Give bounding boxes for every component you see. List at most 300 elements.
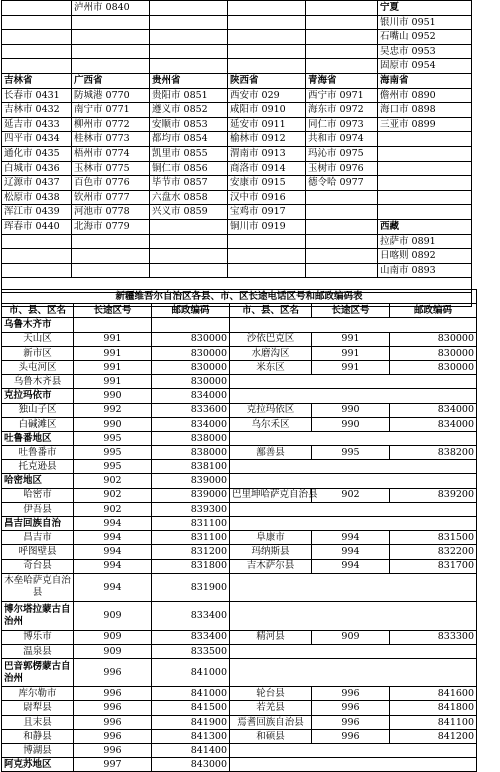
table-cell: [230, 431, 477, 445]
table-cell: [2, 1, 72, 16]
county-name: 尉犁县: [2, 701, 74, 715]
county-name: 巴里坤哈萨克自治县: [230, 488, 312, 502]
county-name: 若羌县: [230, 701, 312, 715]
area-code-entry: 贵阳市 0851: [150, 88, 228, 103]
area-code-entry: 通化市 0435: [2, 146, 72, 161]
postal-code: 831100: [152, 517, 230, 531]
county-name: 鄯善县: [230, 446, 312, 460]
area-code: 902: [74, 474, 152, 488]
table-row: [2, 658, 477, 686]
table-cell: [2, 44, 72, 59]
table-cell: [378, 146, 472, 161]
table-cell: [2, 15, 72, 30]
area-code: 992: [74, 403, 152, 417]
area-code-entry: 咸阳市 0910: [228, 103, 306, 118]
table-row: [2, 403, 477, 417]
table-cell: [378, 205, 472, 220]
area-code: 996: [74, 687, 152, 701]
table-cell: [230, 460, 477, 474]
postal-code: 839000: [152, 488, 230, 502]
region-name: 吐鲁番地区: [2, 431, 74, 445]
postal-code: 841000: [152, 687, 230, 701]
province-header: 宁夏: [378, 1, 472, 16]
area-code: 994: [74, 573, 152, 601]
column-header: 邮政编码: [390, 304, 477, 318]
area-code: 902: [74, 488, 152, 502]
table-row: [2, 687, 477, 701]
table-row: [2, 559, 477, 573]
county-name: 温泉县: [2, 644, 74, 658]
table-cell: [2, 249, 72, 264]
area-code-entry: 宝鸡市 0917: [228, 205, 306, 220]
table-row: [2, 318, 477, 332]
area-code-entry: 铜川市 0919: [228, 219, 306, 234]
area-code-entry: 儋州市 0890: [378, 88, 472, 103]
table-cell: [306, 263, 378, 278]
region-name: 博尔塔拉蒙古自治州: [2, 602, 74, 630]
postal-code: 832200: [390, 545, 477, 559]
postal-code: 838000: [152, 431, 230, 445]
area-code: 991: [74, 360, 152, 374]
table-row: [2, 446, 477, 460]
region-name: 昌吉回族自治: [2, 517, 74, 531]
area-code: 996: [74, 701, 152, 715]
area-code-entry: 遵义市 0852: [150, 103, 228, 118]
postal-code: 830000: [390, 332, 477, 346]
area-code-entry: 山南市 0893: [378, 263, 472, 278]
area-code-entry: 石嘴山 0952: [378, 30, 472, 45]
area-code-entry: 银川市 0951: [378, 15, 472, 30]
table-cell: [230, 502, 477, 516]
table-cell: [306, 59, 378, 74]
postal-code: 833400: [152, 630, 230, 644]
area-code-entry: 梧州市 0774: [72, 146, 150, 161]
area-code: 994: [312, 559, 390, 573]
table-row: [2, 176, 472, 191]
province-header: 贵州省: [150, 73, 228, 88]
area-code: 991: [74, 332, 152, 346]
county-name: 天山区: [2, 332, 74, 346]
table-row: [2, 729, 477, 743]
province-header: 广西省: [72, 73, 150, 88]
postal-code: 841300: [152, 729, 230, 743]
county-name: 乌尔禾区: [230, 417, 312, 431]
table-cell: [230, 658, 477, 686]
title-row: [2, 290, 477, 304]
postal-code: 831700: [390, 559, 477, 573]
table-row: [2, 44, 472, 59]
area-code: 991: [74, 346, 152, 360]
area-code-entry: 长春市 0431: [2, 88, 72, 103]
county-name: 且末县: [2, 715, 74, 729]
table-row: [2, 190, 472, 205]
table-cell: [306, 1, 378, 16]
table-cell: [306, 249, 378, 264]
table-cell: [2, 263, 72, 278]
area-code-entry: 百色市 0776: [72, 176, 150, 191]
table-cell: [378, 190, 472, 205]
table-row: [2, 431, 477, 445]
table-row: [2, 263, 472, 278]
table-cell: [72, 249, 150, 264]
postal-code: 834000: [390, 417, 477, 431]
county-name: 吉木萨尔县: [230, 559, 312, 573]
table-cell: [230, 644, 477, 658]
xinjiang-code-table: [1, 289, 477, 772]
postal-code: 839200: [390, 488, 477, 502]
table-cell: [228, 44, 306, 59]
area-code: 909: [74, 602, 152, 630]
column-header: 长途区号: [312, 304, 390, 318]
area-code: 996: [74, 658, 152, 686]
table-row: [2, 234, 472, 249]
table-cell: [72, 263, 150, 278]
province-header-row: [2, 73, 472, 88]
table-row: [2, 460, 477, 474]
table-row: [2, 417, 477, 431]
table-row: [2, 15, 472, 30]
county-name: 独山子区: [2, 403, 74, 417]
area-code-entry: 松原市 0438: [2, 190, 72, 205]
region-name: 克拉玛依市: [2, 389, 74, 403]
area-code: 996: [312, 701, 390, 715]
postal-code: 834000: [152, 417, 230, 431]
postal-code: 831800: [152, 559, 230, 573]
table-cell: [150, 30, 228, 45]
county-name: 伊吾县: [2, 502, 74, 516]
table-cell: [150, 1, 228, 16]
area-code: 991: [312, 346, 390, 360]
county-name: 库尔勒市: [2, 687, 74, 701]
area-code-entry: 吉林市 0432: [2, 103, 72, 118]
table-row: [2, 249, 472, 264]
area-code-entry: 浑江市 0439: [2, 205, 72, 220]
table-row: [2, 132, 472, 147]
table-cell: [230, 318, 477, 332]
area-code-entry: 钦州市 0777: [72, 190, 150, 205]
table-row: [2, 701, 477, 715]
table-row: [2, 59, 472, 74]
area-code-entry: 防城港 0770: [72, 88, 150, 103]
postal-code: 831200: [152, 545, 230, 559]
table-cell: [230, 758, 477, 772]
area-code: 990: [74, 389, 152, 403]
column-header: 市、县、区名: [230, 304, 312, 318]
area-code-entry: 玉林市 0775: [72, 161, 150, 176]
area-code: 994: [312, 545, 390, 559]
table-cell: [306, 219, 378, 234]
postal-code: 831500: [390, 531, 477, 545]
county-name: 精河县: [230, 630, 312, 644]
postal-code: 841000: [152, 658, 230, 686]
area-code-entry: 桂林市 0773: [72, 132, 150, 147]
area-code: 994: [74, 545, 152, 559]
postal-code: [152, 318, 230, 332]
area-code: 995: [74, 446, 152, 460]
postal-code: 833500: [152, 644, 230, 658]
postal-code: 841400: [152, 744, 230, 758]
area-code: 909: [312, 630, 390, 644]
postal-code: 834000: [152, 389, 230, 403]
area-code-entry: 德令哈 0977: [306, 176, 378, 191]
area-code-entry: 海口市 0898: [378, 103, 472, 118]
table-cell: [228, 249, 306, 264]
table-cell: [2, 234, 72, 249]
table-cell: [72, 15, 150, 30]
table-cell: [2, 30, 72, 45]
table-row: [2, 573, 477, 601]
table-row: [2, 88, 472, 103]
table-row: [2, 146, 472, 161]
county-name: 轮台县: [230, 687, 312, 701]
county-name: 奇台县: [2, 559, 74, 573]
area-code-entry: 毕节市 0857: [150, 176, 228, 191]
county-name: 托克逊县: [2, 460, 74, 474]
table-row: [2, 219, 472, 234]
table-row: [2, 360, 477, 374]
area-code-entry: 拉萨市 0891: [378, 234, 472, 249]
area-code-entry: 西安市 029: [228, 88, 306, 103]
table-row: [2, 531, 477, 545]
table-row: [2, 502, 477, 516]
table-row: [2, 545, 477, 559]
area-code-entry: 河池市 0778: [72, 205, 150, 220]
table-row: [2, 161, 472, 176]
county-name: 乌鲁木齐县: [2, 375, 74, 389]
area-code: 990: [74, 417, 152, 431]
postal-code: 841500: [152, 701, 230, 715]
postal-code: 830000: [152, 375, 230, 389]
table-cell: [150, 219, 228, 234]
area-code: 994: [74, 531, 152, 545]
area-code: 991: [312, 360, 390, 374]
table-cell: [230, 744, 477, 758]
area-code-entry: 辽源市 0437: [2, 176, 72, 191]
county-name: 木垒哈萨克自治县: [2, 573, 74, 601]
table-row: [2, 602, 477, 630]
province-area-code-table: [1, 0, 472, 307]
area-code-entry: 珲春市 0440: [2, 219, 72, 234]
postal-code: 830000: [390, 360, 477, 374]
table-cell: [228, 234, 306, 249]
area-code: 909: [74, 630, 152, 644]
postal-code: 841800: [390, 701, 477, 715]
area-code: 996: [74, 729, 152, 743]
area-code-entry: 柳州市 0772: [72, 117, 150, 132]
county-name: 博乐市: [2, 630, 74, 644]
table-row: [2, 474, 477, 488]
area-code-entry: 榆林市 0912: [228, 132, 306, 147]
table-row: [2, 758, 477, 772]
table-cell: [230, 573, 477, 601]
county-name: 博湖县: [2, 744, 74, 758]
area-code-entry: 四平市 0434: [2, 132, 72, 147]
table-cell: [306, 15, 378, 30]
table-cell: [150, 249, 228, 264]
area-code-entry: 延安市 0911: [228, 117, 306, 132]
postal-code: 843000: [152, 758, 230, 772]
area-code-entry: 铜仁市 0856: [150, 161, 228, 176]
county-name: 和静县: [2, 729, 74, 743]
area-code-entry: 安康市 0915: [228, 176, 306, 191]
table-row: [2, 715, 477, 729]
county-name: 呼图壁县: [2, 545, 74, 559]
area-code-entry: 安顺市 0853: [150, 117, 228, 132]
table-row: [2, 117, 472, 132]
table-cell: [378, 132, 472, 147]
area-code-entry: 泸州市 0840: [72, 1, 150, 16]
postal-code: 833300: [390, 630, 477, 644]
area-code-entry: 汉中市 0916: [228, 190, 306, 205]
area-code: 996: [312, 729, 390, 743]
table-row: [2, 332, 477, 346]
province-header: 吉林省: [2, 73, 72, 88]
table-cell: [230, 602, 477, 630]
county-name: 吐鲁番市: [2, 446, 74, 460]
postal-code: 834000: [390, 403, 477, 417]
area-code: 995: [312, 446, 390, 460]
table-row: [2, 517, 477, 531]
table-cell: [72, 59, 150, 74]
county-name: 阜康市: [230, 531, 312, 545]
area-code: 995: [74, 431, 152, 445]
table-cell: [306, 30, 378, 45]
table-cell: [228, 15, 306, 30]
area-code: 994: [74, 559, 152, 573]
region-name: 巴音郭楞蒙古自治州: [2, 658, 74, 686]
table-cell: [72, 234, 150, 249]
area-code: 990: [312, 417, 390, 431]
table-cell: [306, 44, 378, 59]
area-code: 990: [312, 403, 390, 417]
column-header: 长途区号: [74, 304, 152, 318]
area-code: 991: [74, 375, 152, 389]
area-code-entry: 西宁市 0971: [306, 88, 378, 103]
area-code-entry: 玉树市 0976: [306, 161, 378, 176]
table-row: [2, 375, 477, 389]
area-code: [74, 318, 152, 332]
county-name: 沙依巴克区: [230, 332, 312, 346]
area-code: 996: [74, 715, 152, 729]
table-row: [2, 103, 472, 118]
postal-code: 833600: [152, 403, 230, 417]
region-name: 哈密地区: [2, 474, 74, 488]
county-name: 新市区: [2, 346, 74, 360]
region-name: 阿克苏地区: [2, 758, 74, 772]
column-header-row: [2, 304, 477, 318]
table-cell: [228, 263, 306, 278]
postal-code: 841600: [390, 687, 477, 701]
postal-code: 841900: [152, 715, 230, 729]
table-cell: [378, 176, 472, 191]
province-header: 西藏: [378, 219, 472, 234]
postal-code: 833400: [152, 602, 230, 630]
table-cell: [306, 190, 378, 205]
county-name: 克拉玛依区: [230, 403, 312, 417]
postal-code: 839000: [152, 474, 230, 488]
table-cell: [72, 44, 150, 59]
region-name: 乌鲁木齐市: [2, 318, 74, 332]
area-code-entry: 共和市 0974: [306, 132, 378, 147]
postal-code: 838100: [152, 460, 230, 474]
table-row: [2, 630, 477, 644]
province-header: 陕西省: [228, 73, 306, 88]
table-row: [2, 488, 477, 502]
area-code-entry: 六盘水 0858: [150, 190, 228, 205]
county-name: 米东区: [230, 360, 312, 374]
table-cell: [228, 1, 306, 16]
province-header: 海南省: [378, 73, 472, 88]
table-cell: [378, 161, 472, 176]
area-code: 997: [74, 758, 152, 772]
area-code: 909: [74, 644, 152, 658]
area-code-entry: 兴义市 0859: [150, 205, 228, 220]
table-cell: [230, 474, 477, 488]
area-code: 902: [312, 488, 390, 502]
table-cell: [2, 59, 72, 74]
postal-code: 831100: [152, 531, 230, 545]
area-code-entry: 同仁市 0973: [306, 117, 378, 132]
table-cell: [228, 59, 306, 74]
postal-code: 838000: [152, 446, 230, 460]
county-name: 水磨沟区: [230, 346, 312, 360]
table-title: 新疆维吾尔自治区各县、市、区长途电话区号和邮政编码表: [2, 290, 477, 304]
area-code-entry: 商洛市 0914: [228, 161, 306, 176]
area-code-entry: 海东市 0972: [306, 103, 378, 118]
county-name: 哈密市: [2, 488, 74, 502]
column-header: 邮政编码: [152, 304, 230, 318]
area-code-entry: 吴忠市 0953: [378, 44, 472, 59]
area-code: 994: [74, 517, 152, 531]
postal-code: 830000: [152, 332, 230, 346]
table-cell: [150, 59, 228, 74]
area-code-entry: 渭南市 0913: [228, 146, 306, 161]
table-row: [2, 346, 477, 360]
area-code-entry: 都均市 0854: [150, 132, 228, 147]
postal-code: 841100: [390, 715, 477, 729]
area-code: 994: [312, 531, 390, 545]
county-name: 玛纳斯县: [230, 545, 312, 559]
county-name: 焉耆回族自治县: [230, 715, 312, 729]
table-row: [2, 744, 477, 758]
table-cell: [150, 234, 228, 249]
area-code-entry: 日喀则 0892: [378, 249, 472, 264]
postal-code: 831900: [152, 573, 230, 601]
area-code-entry: 延吉市 0433: [2, 117, 72, 132]
table-cell: [230, 517, 477, 531]
area-code-entry: 北海市 0779: [72, 219, 150, 234]
area-code-entry: 南宁市 0771: [72, 103, 150, 118]
area-code-entry: 凯里市 0855: [150, 146, 228, 161]
table-cell: [306, 234, 378, 249]
county-name: 昌吉市: [2, 531, 74, 545]
table-cell: [230, 375, 477, 389]
postal-code: 838200: [390, 446, 477, 460]
table-cell: [150, 15, 228, 30]
column-header: 市、县、区名: [2, 304, 74, 318]
table-row: [2, 389, 477, 403]
table-row: [2, 1, 472, 16]
area-code: 995: [74, 460, 152, 474]
table-cell: [228, 30, 306, 45]
area-code: 902: [74, 502, 152, 516]
county-name: 和硕县: [230, 729, 312, 743]
table-cell: [230, 389, 477, 403]
area-code-entry: 白城市 0436: [2, 161, 72, 176]
area-code: 996: [312, 687, 390, 701]
postal-code: 839300: [152, 502, 230, 516]
table-cell: [72, 30, 150, 45]
